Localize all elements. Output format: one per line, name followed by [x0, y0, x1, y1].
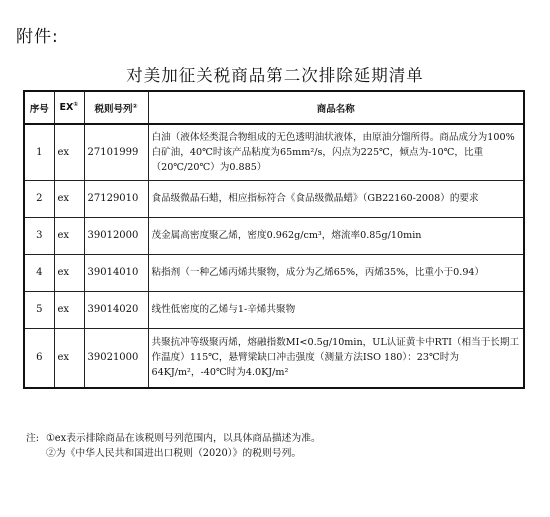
table-row: [24, 124, 524, 180]
cell-seq: 4: [24, 254, 54, 291]
cell-product-name: 茂金属高密度聚乙烯，密度0.962g/cm³，熔流率0.85g/10min: [148, 217, 524, 254]
cell-tariff-code: 39014010: [84, 254, 148, 291]
table-row: [24, 328, 524, 388]
cell-seq: 1: [24, 124, 54, 180]
header-ex-footnote-mark: ①: [73, 100, 79, 108]
document-title: 对美加征关税商品第二次排除延期清单: [126, 66, 424, 85]
header-code-footnote-mark: ②: [132, 102, 138, 110]
table-row: [24, 291, 524, 328]
header-product-name: 商品名称: [148, 91, 524, 124]
exclusion-list-table: [23, 90, 525, 389]
table-row: [24, 180, 524, 217]
cell-ex: ex: [54, 180, 84, 217]
cell-tariff-code: 27101999: [84, 124, 148, 180]
cell-tariff-code: 39021000: [84, 328, 148, 388]
cell-ex: ex: [54, 217, 84, 254]
footnote-2: ②为《中华人民共和国进出口税则（2020）》的税则号列。: [46, 448, 302, 459]
cell-seq: 5: [24, 291, 54, 328]
cell-product-name: 共聚抗冲等级聚丙烯，熔融指数MI<0.5g/10min，UL认证黄卡中RTI（相当于长期工作温度）115℃，悬臂梁缺口冲击强度（测量方法ISO 180）：23℃时为64KJ/m²，-40℃时为4.0KJ/m²: [148, 328, 524, 388]
cell-ex: ex: [54, 291, 84, 328]
cell-product-name: 线性低密度的乙烯与1-辛烯共聚物: [148, 291, 524, 328]
cell-ex: ex: [54, 124, 84, 180]
table-header-row: [24, 91, 524, 124]
cell-product-name: 白油（液体烃类混合物组成的无色透明油状液体，由原油分馏所得。商品成分为100%白矿油，40℃时该产品粘度为65mm²/s，闪点为225℃，倾点为-10℃，比重（20℃/20℃）为0.885）: [148, 124, 524, 180]
cell-product-name: 粘指剂（一种乙烯丙烯共聚物，成分为乙烯65%，丙烯35%，比重小于0.94）: [148, 254, 524, 291]
cell-ex: ex: [54, 328, 84, 388]
cell-tariff-code: 27129010: [84, 180, 148, 217]
header-tariff-code: 税则号列②: [84, 91, 148, 124]
cell-tariff-code: 39014020: [84, 291, 148, 328]
table-row: [24, 217, 524, 254]
cell-product-name: 食品级微晶石蜡，相应指标符合《食品级微晶蜡》（GB22160-2008）的要求: [148, 180, 524, 217]
cell-ex: ex: [54, 254, 84, 291]
footnote-label: 注:: [26, 433, 40, 444]
header-seq: 序号: [24, 91, 54, 124]
cell-seq: 2: [24, 180, 54, 217]
footnote-1: 注: ①ex表示排除商品在该税则号列范围内，以具体商品描述为准。: [26, 433, 321, 444]
cell-seq: 6: [24, 328, 54, 388]
attachment-label: 附件:: [16, 27, 59, 47]
cell-tariff-code: 39012000: [84, 217, 148, 254]
table-row: [24, 254, 524, 291]
footnotes: [26, 431, 546, 461]
header-ex: EX①: [54, 91, 84, 124]
cell-seq: 3: [24, 217, 54, 254]
